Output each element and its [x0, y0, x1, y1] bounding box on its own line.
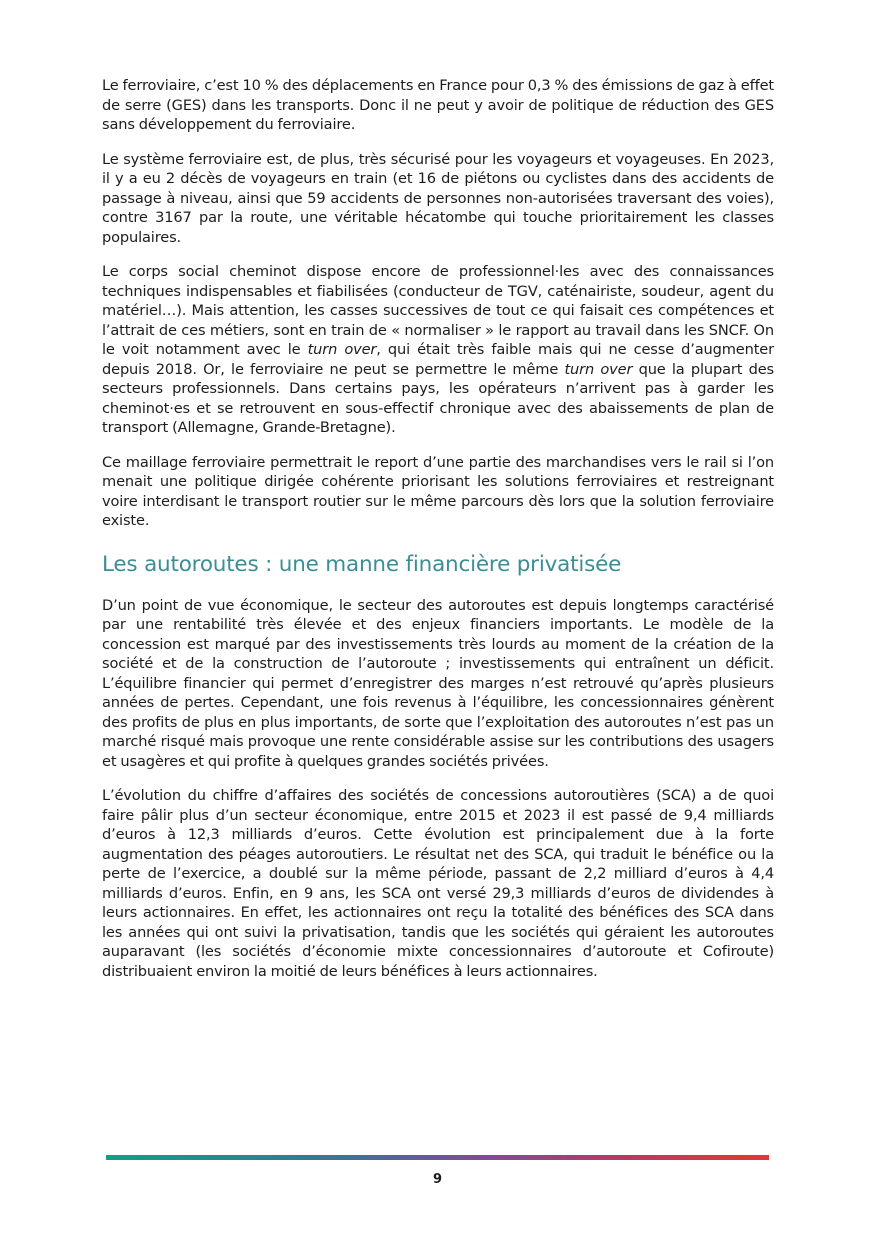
paragraph-rail-workforce-part-3: que la plupart des secteurs professionnels. Dans certains pays, les opérateurs n’arrivent pas à garder les cheminot·es et se retrouvent en sous-effectif chronique avec des abaissements de plan de transport (Allemagne, Grande-Bretagne).	[102, 360, 774, 436]
paragraph-autoroutes-revenue: L’évolution du chiffre d’affaires des sociétés de concessions autoroutières (SCA) a de quoi faire pâlir plus d’un secteur économique, entre 2015 et 2023 il est passé de 9,4 milliards d’euros à 12,3 milliards d’euros. Cette évolution est principalement due à la forte augmentation des péages autoroutiers. Le résultat net des SCA, qui traduit le bénéfice ou la perte de l’exercice, a doublé sur la même période, passant de 2,2 milliard d’euros à 4,4 milliards d’euros. Enfin, en 9 ans, les SCA ont versé 29,3 milliards d’euros de dividendes à leurs actionnaires. En effet, les actionnaires ont reçu la totalité des bénéfices des SCA dans les années qui ont suivi la privatisation, tandis que les sociétés qui géraient les autoroutes auparavant (les sociétés d’économie mixte concessionnaires d’autoroute et Cofiroute) distribuaient environ la moitié de leurs bénéfices à leurs actionnaires.	[102, 787, 774, 980]
paragraph-rail-emissions: Le ferroviaire, c’est 10 % des déplacements en France pour 0,3 % des émissions de gaz à effet de serre (GES) dans les transports. Donc il ne peut y avoir de politique de réduction des GES sans développement du ferroviaire.	[102, 77, 774, 133]
paragraph-rail-safety: Le système ferroviaire est, de plus, très sécurisé pour les voyageurs et voyageuses. En 2023, il y a eu 2 décès de voyageurs en train (et 16 de piétons ou cyclistes dans des accidents de passage à niveau, ainsi que 59 accidents de personnes non-autorisées traversant des voies), contre 3167 par la route, une véritable hécatombe qui touche prioritairement les classes populaires.	[102, 150, 774, 246]
paragraph-rail-workforce	[102, 262, 774, 438]
footer-gradient-rule	[106, 1155, 769, 1160]
turn-over-term: turn over	[307, 341, 377, 358]
section-heading-autoroutes: Les autoroutes : une manne financière privatisée	[102, 551, 622, 577]
paragraph-rail-freight: Ce maillage ferroviaire permettrait le report d’une partie des marchandises vers le rail si l’on menait une politique dirigée cohérente priorisant les solutions ferroviaires et restreignant voire interdisant le transport routier sur le même parcours dès lors que la solution ferroviaire existe.	[102, 453, 774, 529]
page-content	[102, 76, 774, 996]
turn-over-term: turn over	[564, 360, 633, 378]
paragraph-autoroutes-economics: D’un point de vue économique, le secteur des autoroutes est depuis longtemps caractérisé par une rentabilité très élevée et des enjeux financiers importants. Le modèle de la concession est marqué par des investissements très lourds au moment de la création de la société et de la construction de l’autoroute ; investissements qui entraînent un déficit. L’équilibre financier qui permet d’enregistrer des marges n’est retrouvé qu’après plusieurs années de pertes. Cependant, une fois revenus à l’équilibre, les concessionnaires génèrent des profits de plus en plus importants, de sorte que l’exploitation des autoroutes n’est pas un marché risqué mais provoque une rente considérable assise sur les contributions des usagers et usagères et qui profite à quelques grandes sociétés privées.	[102, 596, 774, 770]
page-number: 9	[432, 1172, 443, 1187]
paragraph-rail-workforce-part-1: Le corps social cheminot dispose encore de professionnel·les avec des connaissances techniques indispensables et fiabilisées (conducteur de TGV, caténairiste, soudeur, agent du matériel…). Mais attention, les casses successives de tout ce qui faisait ces compétences et l’attrait de ces métiers, sont en train de « normaliser » le rapport au travail dans les SNCF. On le voit notamment avec le	[102, 263, 774, 358]
paragraph-rail-workforce-part-2: , qui était très faible mais qui ne cesse d’augmenter depuis 2018. Or, le ferroviaire ne peut se permettre le même	[102, 341, 774, 378]
